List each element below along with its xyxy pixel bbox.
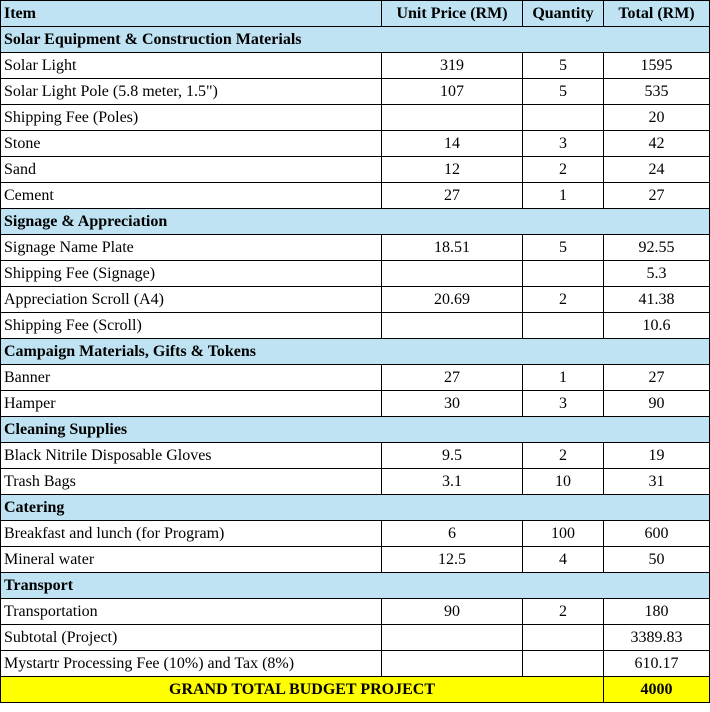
header-total: Total (RM) — [604, 1, 710, 27]
table-row — [1, 521, 710, 547]
grand-total-value: 4000 — [604, 677, 710, 703]
unit-price-cell: 14 — [382, 131, 523, 157]
quantity-cell: 10 — [523, 469, 604, 495]
table-row — [1, 79, 710, 105]
total-cell: 19 — [604, 443, 710, 469]
table-row — [1, 261, 710, 287]
fee-label: Mystartr Processing Fee (10%) and Tax (8%) — [1, 651, 382, 677]
table-row — [1, 105, 710, 131]
budget-body — [1, 27, 710, 625]
quantity-cell: 2 — [523, 287, 604, 313]
quantity-cell: 3 — [523, 391, 604, 417]
item-cell: Shipping Fee (Poles) — [1, 105, 382, 131]
table-row — [1, 287, 710, 313]
fee-total: 610.17 — [604, 651, 710, 677]
unit-price-cell — [382, 261, 523, 287]
total-cell: 42 — [604, 131, 710, 157]
total-cell: 5.3 — [604, 261, 710, 287]
item-cell: Shipping Fee (Signage) — [1, 261, 382, 287]
quantity-cell: 5 — [523, 53, 604, 79]
section-title: Signage & Appreciation — [1, 209, 710, 235]
total-cell: 20 — [604, 105, 710, 131]
quantity-cell: 4 — [523, 547, 604, 573]
total-cell: 27 — [604, 365, 710, 391]
total-cell: 50 — [604, 547, 710, 573]
header-row — [1, 1, 710, 27]
item-cell: Cement — [1, 183, 382, 209]
unit-price-cell: 27 — [382, 365, 523, 391]
subtotal-total: 3389.83 — [604, 625, 710, 651]
subtotal-row — [1, 625, 710, 651]
unit-price-cell: 107 — [382, 79, 523, 105]
total-cell: 10.6 — [604, 313, 710, 339]
table-row — [1, 599, 710, 625]
unit-price-cell: 27 — [382, 183, 523, 209]
table-row — [1, 157, 710, 183]
section-header-row — [1, 209, 710, 235]
item-cell: Shipping Fee (Scroll) — [1, 313, 382, 339]
unit-price-cell: 319 — [382, 53, 523, 79]
quantity-cell: 100 — [523, 521, 604, 547]
subtotal-unit-price — [382, 625, 523, 651]
total-cell: 41.38 — [604, 287, 710, 313]
total-cell: 90 — [604, 391, 710, 417]
quantity-cell — [523, 105, 604, 131]
total-cell: 180 — [604, 599, 710, 625]
item-cell: Stone — [1, 131, 382, 157]
quantity-cell: 2 — [523, 443, 604, 469]
section-title: Solar Equipment & Construction Materials — [1, 27, 710, 53]
total-cell: 1595 — [604, 53, 710, 79]
table-row — [1, 547, 710, 573]
total-cell: 535 — [604, 79, 710, 105]
section-title: Catering — [1, 495, 710, 521]
item-cell: Mineral water — [1, 547, 382, 573]
table-row — [1, 131, 710, 157]
table-row — [1, 365, 710, 391]
item-cell: Black Nitrile Disposable Gloves — [1, 443, 382, 469]
grand-total-row — [1, 677, 710, 703]
unit-price-cell: 9.5 — [382, 443, 523, 469]
fee-unit-price — [382, 651, 523, 677]
unit-price-cell: 12.5 — [382, 547, 523, 573]
unit-price-cell: 20.69 — [382, 287, 523, 313]
section-title: Campaign Materials, Gifts & Tokens — [1, 339, 710, 365]
section-header-row — [1, 573, 710, 599]
header-quantity: Quantity — [523, 1, 604, 27]
total-cell: 600 — [604, 521, 710, 547]
header-item: Item — [1, 1, 382, 27]
section-header-row — [1, 27, 710, 53]
unit-price-cell — [382, 313, 523, 339]
table-row — [1, 235, 710, 261]
total-cell: 24 — [604, 157, 710, 183]
grand-total-label: GRAND TOTAL BUDGET PROJECT — [1, 677, 604, 703]
fee-row — [1, 651, 710, 677]
unit-price-cell: 90 — [382, 599, 523, 625]
table-row — [1, 53, 710, 79]
fee-quantity — [523, 651, 604, 677]
quantity-cell: 5 — [523, 79, 604, 105]
item-cell: Signage Name Plate — [1, 235, 382, 261]
quantity-cell: 2 — [523, 157, 604, 183]
total-cell: 31 — [604, 469, 710, 495]
section-header-row — [1, 339, 710, 365]
item-cell: Transportation — [1, 599, 382, 625]
unit-price-cell: 6 — [382, 521, 523, 547]
unit-price-cell: 3.1 — [382, 469, 523, 495]
quantity-cell: 1 — [523, 183, 604, 209]
section-header-row — [1, 495, 710, 521]
item-cell: Sand — [1, 157, 382, 183]
subtotal-quantity — [523, 625, 604, 651]
total-cell: 27 — [604, 183, 710, 209]
quantity-cell — [523, 313, 604, 339]
unit-price-cell: 30 — [382, 391, 523, 417]
total-cell: 92.55 — [604, 235, 710, 261]
unit-price-cell — [382, 105, 523, 131]
item-cell: Appreciation Scroll (A4) — [1, 287, 382, 313]
table-row — [1, 391, 710, 417]
section-title: Cleaning Supplies — [1, 417, 710, 443]
section-title: Transport — [1, 573, 710, 599]
item-cell: Hamper — [1, 391, 382, 417]
unit-price-cell: 12 — [382, 157, 523, 183]
section-header-row — [1, 417, 710, 443]
item-cell: Solar Light — [1, 53, 382, 79]
quantity-cell — [523, 261, 604, 287]
header-unit-price: Unit Price (RM) — [382, 1, 523, 27]
quantity-cell: 5 — [523, 235, 604, 261]
unit-price-cell: 18.51 — [382, 235, 523, 261]
item-cell: Solar Light Pole (5.8 meter, 1.5") — [1, 79, 382, 105]
table-row — [1, 183, 710, 209]
table-row — [1, 313, 710, 339]
quantity-cell: 1 — [523, 365, 604, 391]
table-row — [1, 443, 710, 469]
quantity-cell: 2 — [523, 599, 604, 625]
item-cell: Trash Bags — [1, 469, 382, 495]
quantity-cell: 3 — [523, 131, 604, 157]
table-row — [1, 469, 710, 495]
item-cell: Breakfast and lunch (for Program) — [1, 521, 382, 547]
subtotal-label: Subtotal (Project) — [1, 625, 382, 651]
item-cell: Banner — [1, 365, 382, 391]
